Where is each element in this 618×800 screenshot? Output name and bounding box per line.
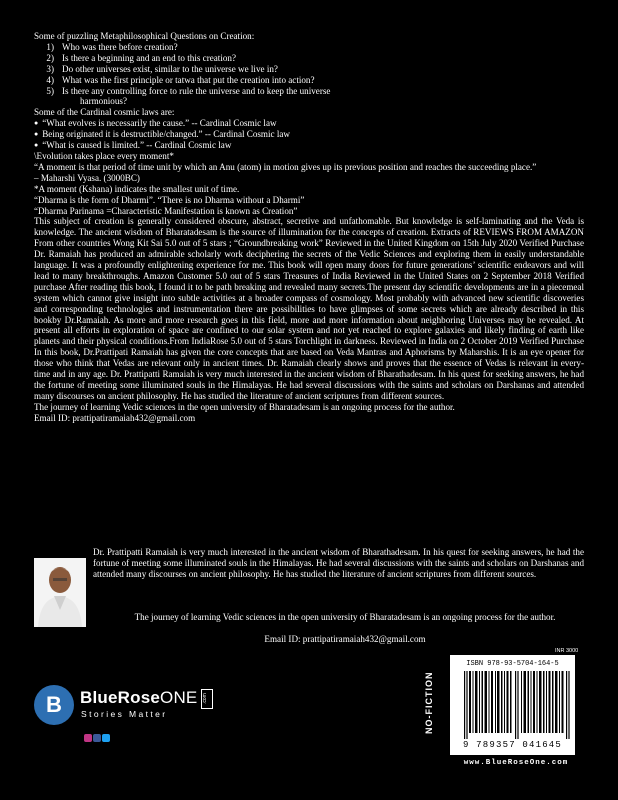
evolution-line: \Evolution takes place every moment*	[34, 150, 174, 161]
main-paragraph: This subject of creation is generally considered obscure, abstract, secretive and unfathomable. But knowledge is self-laminating and the Veda is knowledge. The ancient wisdom of Bharatadesam is the source of illumination for the concepts of creation. Extracts of REVIEWS FROM AMAZON From other countries Wong Kit Sai 5.0 out of 5 stars ; “Groundbreaking work” Reviewed in the United Kingdom on 15th July 2020 Verified Purchase Dr. Ramaiah has produced an admirable scholarly work deciphering the secrets of the Vedic Sciences and exploring them in easily understandable language. It was a profoundly enlightening experience for me. This book will open many doors for future generations’ scientific endeavors and will lead to many breakthroughs. Amazon Customer 5.0 out of 5 stars Treasures of India Reviewed in the United States on 2 September 2018 Verified purchase After reading this book, I found it to be path breaking and revealed many secrets.The present day scientific developments are in a piecemeal system which cannot give insight into subtle activities at a broader compass of cosmology. Most probably with advanced new scientific discoveries and corresponding technologies and instrumentation there are possibilities to have glimpses of some secrets which are already described in this bookby Dr.Ramaiah. As more and more research goes in this field, more and more information about neighboring Universes may be revealed. At present all efforts in exploration of space are confined to our solar system and not yet reached to explore galaxies and likely finding of earth like planets and their physical conditions.From IndiaRose 5.0 out of 5 stars Torchlight in darkness. Reviewed in India on 2 October 2019 Verified Purchase In this book, Dr.Prattipati Ramaiah has given the core concepts that are based on Veda Mantras and Aphorisms by Maharshis. It is an eye opener for those who think that Vedas are relevant only in ancient times. Dr. Ramaiah clearly shows and proves that the essence of Vedas is relevant in every- time and in any age. Dr. Prattipatti Ramaiah is very much interested in the ancient wisdom of Bharathadesam. In his quest for seeking answers, he had the fortune of meeting some illuminated souls in the Himalayas. He had several discussions with the saints and scholars on Darshanas and attended many discourses on ancient philosophy. He has studied the literature of ancient scriptures from different sources.	[34, 216, 584, 401]
category-label: NO-FICTION	[424, 671, 434, 735]
barcode	[450, 655, 575, 755]
twitter-icon	[102, 734, 110, 742]
dharma-line-2: “Dharma Parinama =Characteristic Manifestation is known as Creation”	[34, 205, 298, 216]
publisher-tagline: Stories Matter	[81, 709, 168, 719]
moment-quote: “A moment is that period of time unit by which an Anu (atom) in motion gives up its previous position and reaches the succeeding place.”	[34, 161, 537, 172]
laws-intro: Some of the Cardinal cosmic laws are:	[34, 107, 175, 118]
barcode-bars	[464, 671, 571, 739]
question-item: 1) Who was there before creation?	[46, 41, 178, 52]
law-item: ● Being originated it is destructible/changed.” -- Cardinal Cosmic law	[34, 129, 584, 140]
publisher-logo	[34, 685, 229, 730]
question-item: 3) Do other universes exist, similar to the universe we live in?	[46, 63, 278, 74]
author-journey: The journey of learning Vedic sciences in the open university of Bharatadesam is an ongoing process for the author.	[134, 612, 556, 622]
social-icons	[84, 733, 111, 742]
instagram-icon	[84, 734, 92, 742]
law-item: ● “What is caused is limited.” -- Cardinal Cosmic law	[34, 140, 584, 151]
isbn-label: ISBN 978-93-5704-164-5	[466, 660, 559, 668]
journey-text: The journey of learning Vedic sciences in the open university of Bharatadesam is an ongoing process for the author.	[34, 401, 455, 412]
facebook-icon	[93, 734, 101, 742]
questions-intro: Some of puzzling Metaphilosophical Questions on Creation:	[34, 31, 255, 41]
logo-letter: B	[46, 692, 62, 717]
email-text: Email ID: prattipatiramaiah432@gmail.com	[34, 412, 196, 423]
question-item: 4) What was the first principle or tatwa that put the creation into action?	[46, 74, 315, 85]
question-continuation: harmonious?	[80, 96, 127, 107]
author-photo	[34, 558, 86, 627]
law-item: ● “What evolves is necessarily the cause.” -- Cardinal Cosmic law	[34, 118, 584, 129]
author-bio: Dr. Prattipatti Ramaiah is very much interested in the ancient wisdom of Bharathadesam. In his quest for seeking answers, he had the fortune of meeting some illuminated souls in the Himalayas. He had several discussions with the saints and scholars on Darshanas and attended many discourses on ancient philosophy. He has studied the literature of ancient scriptures from different sources.	[93, 547, 584, 579]
publisher-name: BlueRoseONE	[80, 688, 198, 707]
question-item: 2) Is there a beginning and an end to this creation?	[46, 52, 236, 63]
question-item: 5) Is there any controlling force to rule the universe and to keep the universe	[46, 85, 331, 96]
kshana-note: *A moment (Kshana) indicates the smallest unit of time.	[34, 183, 240, 194]
barcode-digits: 9 789357 041645	[462, 740, 562, 750]
publisher-website: www.BlueRoseOne.com	[463, 759, 569, 767]
price-label: INR 3000	[555, 648, 579, 654]
quote-attribution: – Maharshi Vyasa. (3000BC)	[34, 172, 140, 183]
cover-text-block	[34, 31, 584, 424]
dharma-line-1: “Dharma is the form of Dharmi”. “There is no Dharma without a Dharmi”	[34, 194, 305, 205]
author-email: Email ID: prattipatiramaiah432@gmail.com	[264, 634, 426, 644]
publisher-domain-mark: .com	[201, 689, 213, 709]
questions-list	[34, 42, 584, 107]
